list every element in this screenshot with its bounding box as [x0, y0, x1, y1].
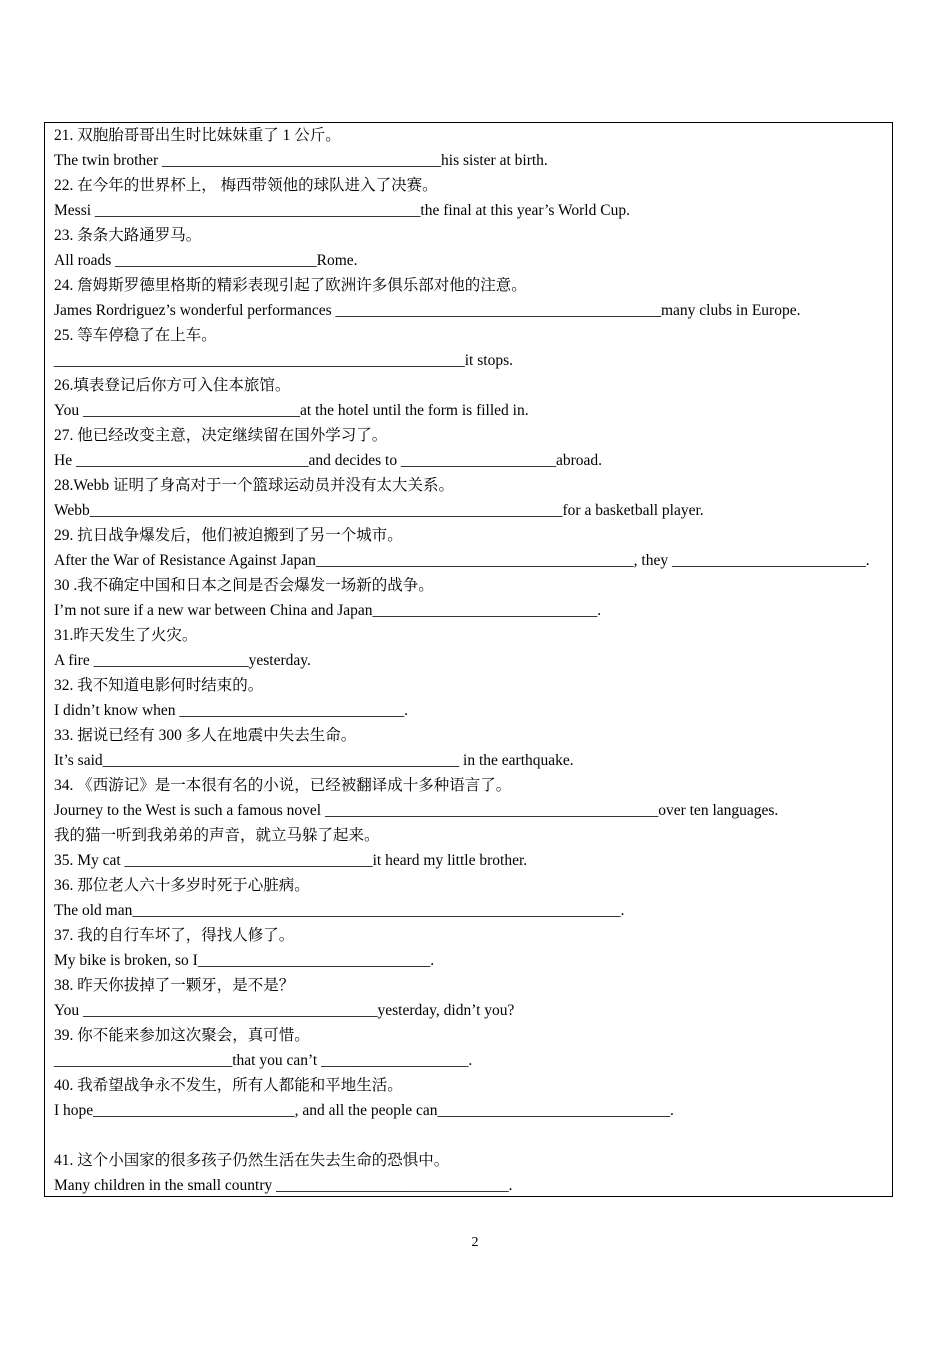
exercise-line: 37. 我的自行车坏了，得找人修了。	[54, 927, 295, 944]
exercise-line: You ______________________________________yesterday, didn’t you?	[54, 1002, 515, 1019]
exercise-line: _______________________that you can’t ___________________.	[54, 1052, 473, 1069]
exercise-line: It’s said______________________________________________ in the earthquake.	[54, 752, 574, 769]
exercise-line: 31.昨天发生了火灾。	[54, 627, 198, 644]
exercise-line: 28.Webb 证明了身高对于一个篮球运动员并没有太大关系。	[54, 477, 455, 494]
exercise-line: 30 .我不确定中国和日本之间是否会爆发一场新的战争。	[54, 577, 434, 594]
exercise-line: _____________________________________________________it stops.	[54, 352, 513, 369]
exercise-line: The old man_______________________________________________________________.	[54, 902, 625, 919]
exercise-line: 27. 他已经改变主意，决定继续留在国外学习了。	[54, 427, 388, 444]
exercise-line: 32. 我不知道电影何时结束的。	[54, 677, 264, 694]
exercise-line: Many children in the small country ______________________________.	[54, 1177, 513, 1194]
exercise-line: I hope__________________________, and all the people can______________________________.	[54, 1102, 674, 1119]
exercise-line: 我的猫一听到我弟弟的声音，就立马躲了起来。	[54, 827, 380, 844]
exercise-line: 41. 这个小国家的很多孩子仍然生活在失去生命的恐惧中。	[54, 1152, 450, 1169]
exercise-line: 22. 在今年的世界杯上， 梅西带领他的球队进入了决赛。	[54, 177, 438, 194]
exercise-box	[44, 122, 893, 1197]
exercise-line: My bike is broken, so I______________________________.	[54, 952, 435, 969]
exercise-line: James Rordriguez’s wonderful performances __________________________________________many clubs in Europe.	[54, 302, 801, 319]
page-number: 2	[471, 1235, 479, 1250]
exercise-line: 21. 双胞胎哥哥出生时比妹妹重了 1 公斤。	[54, 127, 341, 144]
exercise-line: I’m not sure if a new war between China and Japan_____________________________.	[54, 602, 602, 619]
exercise-line: Webb_____________________________________________________________for a basketball player.	[54, 502, 704, 519]
exercise-line: 34. 《西游记》是一本很有名的小说，已经被翻译成十多种语言了。	[54, 777, 512, 794]
exercise-line: 35. My cat ________________________________it heard my little brother.	[54, 852, 528, 869]
exercise-line: Journey to the West is such a famous novel ___________________________________________over ten languages.	[54, 802, 779, 819]
exercise-line: Messi __________________________________________the final at this year’s World Cup.	[54, 202, 630, 219]
exercise-line: 25. 等车停稳了在上车。	[54, 327, 217, 344]
exercise-line: A fire ____________________yesterday.	[54, 652, 311, 669]
exercise-line: 39. 你不能来参加这次聚会，真可惜。	[54, 1027, 310, 1044]
exercise-line: After the War of Resistance Against Japan_________________________________________, they _________________________.	[54, 552, 870, 569]
exercise-line: 26.填表登记后你方可入住本旅馆。	[54, 377, 291, 394]
exercise-line: You ____________________________at the hotel until the form is filled in.	[54, 402, 529, 419]
exercise-line: 33. 据说已经有 300 多人在地震中失去生命。	[54, 727, 357, 744]
exercise-line: All roads __________________________Rome.	[54, 252, 358, 269]
exercise-line: 29. 抗日战争爆发后，他们被迫搬到了另一个城市。	[54, 527, 403, 544]
exercise-line: The twin brother ____________________________________his sister at birth.	[54, 152, 548, 169]
exercise-line: He ______________________________and decides to ____________________abroad.	[54, 452, 603, 469]
exercise-line: I didn’t know when _____________________________.	[54, 702, 409, 719]
exercise-line: 38. 昨天你拔掉了一颗牙，是不是？	[54, 977, 295, 994]
exercise-line: 36. 那位老人六十多岁时死于心脏病。	[54, 877, 310, 894]
exercise-line: 40. 我希望战争永不发生，所有人都能和平地生活。	[54, 1077, 403, 1094]
exercise-line: 23. 条条大路通罗马。	[54, 227, 202, 244]
exercise-line: 24. 詹姆斯罗德里格斯的精彩表现引起了欧洲许多俱乐部对他的注意。	[54, 277, 527, 294]
